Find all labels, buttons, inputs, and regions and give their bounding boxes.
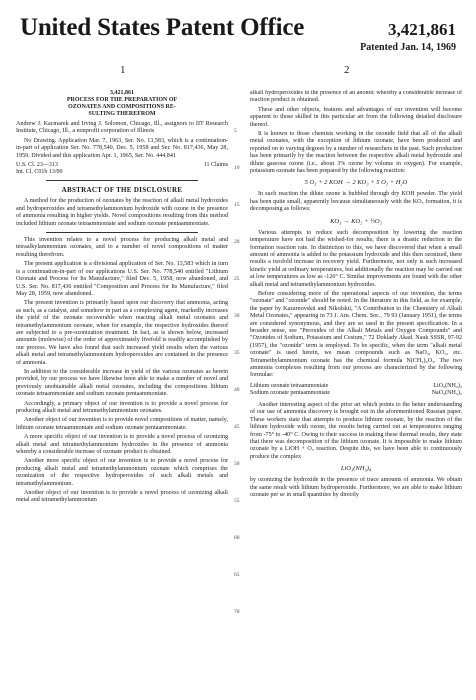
line-number: 40 [234,387,240,393]
body-paragraph: In such reaction the dilute ozone is bubbled through dry KOH powder. The yield has been quite small, apparently because simultaneously with the KO₃ formation, it is decomposing as follows: [250,191,462,213]
body-paragraph: This invention relates to a novel process for producing alkali metal and tetraalkylammonium ozonates, and to a number of novel compositions of matter resulting therefrom. [16,237,228,258]
front-matter [16,90,228,118]
complex-formula: LiO₃(NH₃)₄ [340,465,372,473]
docket-number: 3,421,861 [110,90,134,96]
body-paragraph: Another object of our invention is to provide novel compositions of matter, namely, lithium ozonate tetraammoniate and sodium ozonate pentaammoniate. [16,417,228,431]
line-number: 5 [234,128,237,134]
masthead [10,14,466,76]
line-number: 35 [234,350,240,356]
body-paragraph: Accordingly, a primary object of our invention is to provide a novel process for producing alkali metal and tetramethylammonium ozonates. [16,400,228,414]
body-paragraph: by ozonizing the hydroxide in the presence of trace amounts of ammonia. We obtain the same result with lithium hydroperoxide. Furthermore, we are able to make lithium ozonate per se in small quantities by directly [250,477,462,499]
line-number: 65 [234,572,240,578]
reaction-equation: 5 O₃ + 2 KOH → 2 KO₃ + 5 O₂ + H₂O [304,179,408,187]
body-paragraph: Another more specific object of our invention is to provide a novel process for producing alkali metal and tetramethylammonium ozonate which comprises the ozonization of the respective hydroperoxides of such alkali metals and tetramethylammonium. [16,458,228,487]
body-paragraph: The present application is a divisional application of Ser. No. 13,583 which in turn is a continuation-in-part of our applications U.S. Ser. No. 778,540 entitled "Lithium Ozonate and Process for Its Manufacture," filed Dec. 5, 1958, now abandoned, and U.S. Ser. No. 817,436 entitled "Composition and Process for Its Manufacture," filed May 28, 1959, now abandoned. [16,261,228,297]
patent-number: 3,421,861 [388,20,456,39]
inventors-paragraph: Andrew J. Kacmarek and Irving J. Solomon, Chicago, Ill., assignors to IIT Research Institute, Chicago, Ill., a nonprofit corporation of Illinois [16,121,228,135]
left-column [16,90,228,690]
body-paragraph: Various attempts to reduce such decomposition by lowering the reaction temperature have not had the wished-for results; there is a drastic reduction in the formation reaction rate. In distinction to this, we have discovered that when a small amount of ammonia is added to the potassium hydroxide and this then ozonized, there results a twofold increase in recovery yield. Furthermore, not only is such increased kinetic yield at ordinary temperatures, but additionally the reaction may be carried out at low temperatures as low as -126° C. Similar improvements are found with the other alkali metal and tetramethylammonium hydroxides. [250,229,462,288]
body-paragraph: It is known to those chemists working in the ozonide field that all of the alkali metal ozonates, with the exception of lithium ozonate, have been produced and reported on to varying degrees by a number of researchers in the past. Such production has been primarily by the reaction between the respective alkali metal hydroxide and dilute gaseous ozone (i.e., about 3% ozone by volume in oxygen). For example, potassium ozonate has been prepared by the following reaction: [250,131,462,175]
divider [46,180,198,181]
claims-count: 11 Claims [203,162,228,169]
compound-name: Sodium ozonate pentaammoniate [250,390,330,397]
title-line: PROCESS FOR THE PREPARATION OF [66,97,178,103]
compound-formula: NaO₃(NH₃)₅ [431,390,462,397]
title-line: OZONATES AND COMPOSITIONS RE- [68,104,176,110]
body-paragraph: In addition to the considerable increase in yield of the various ozonates as herein provided, by our process we have likewise been able to make a number of novel and previously unobtainable alkali metal ozonates, including the compositions lithium ozonate tetraammoniate and sodium ozonate pentaammoniate. [16,368,228,398]
patent-date: Patented Jan. 14, 1969 [360,42,456,53]
line-number: 20 [234,239,240,245]
body-paragraph: A more specific object of our invention is to provide a novel process of ozonizing alkali metal and tetramethylammonium hydroxides in the presence of ammonia whereby a considerable increase of ozonate product is obtained. [16,434,228,456]
filing-paragraph: No Drawing. Application Mar. 7, 1963, Ser. No. 13,583, which is a continuation-in-part of application Ser. No. 778,540, Dec. 5, 1958 and Ser. No. 817,436, May 28, 1959. Divided and this application Apr. 1, 1965, Ser. No. 444,841 [16,137,228,159]
column-number-right: 2 [344,64,350,76]
office-title: United States Patent Office [20,14,305,41]
body-paragraph: Another interesting aspect of the prior art which points to the better understanding of our use of ammonia discovery is brought out in the aforementioned Russian paper. These workers state that attempts to produce lithium ozonate, by the reaction of the lithium hydroxide with ozone, the results being carried out at temperatures ranging from -75° to -40° C. Owing to their success in making these thermal results, they state that there was decomposition of the lithium ozonate. It is impossible to make lithium ozonate by a LiOH + O₃ reaction. Despite this, we have been able to continuously produce the complex [250,402,462,460]
body-paragraph: Another object of our invention is to provide a novel process of ozonizing alkali metal and tetramethylammonium [16,490,228,504]
compound-formula: LiO₃(NH₃)₄ [433,382,462,389]
line-number: 15 [234,202,240,208]
line-number: 25 [234,276,240,282]
body-paragraph: Before considering more of the operational aspects of our invention, the terms "ozonate" and "ozonide" should be noted. In the literature in this field, as for example, the paper by Kazarnovskii and Nikolskii, "A Contribution to the Chemistry of Alkali Metal Ozonates," appearing in 73 J. Am. Chem. Soc., 79 93 (January 1951), the terms are considered synonymous, and they are so used in the present specification. In a broader sense, see "Peroxides of the Alkali Metals and Oxygen Compounds" and "Ozonides of Sodium, Potassium and Cesium," 72 Doklady Akad. Nauk SSSR, 97-92 (1957), the "ozonide" term is employed. To be specific, when the term "alkali metal ozonate" is used herein, we mean compounds such as NaO₃, KO₃, etc. Tetramethylammonium ozonate has the chemical formula N(CH₃)₄O₃. The two ammonia complexes resulting from our process are characterized by the following formulae: [250,290,462,379]
compound-row [250,390,462,398]
compound-row [250,383,462,391]
divider [46,232,198,233]
line-number: 45 [234,424,240,430]
compound-formula-table [250,383,462,398]
line-number: 10 [234,165,240,171]
int-classification: Int. Cl. C01b 13/00 [16,169,63,176]
right-column [250,90,462,690]
title-line: SULTING THEREFROM [88,111,156,117]
us-classification: U.S. Cl. 23—313 [16,162,58,169]
line-number: 50 [234,461,240,467]
abstract-paragraph: A method for the production of ozonates by the reaction of alkali metal hydroxides and hydroperoxides and tetramethylammonium hydroxide with ozone in the presence of ammonia resulting in higher yields. Novel compositions resulting from this method included lithium ozonate tetraammoniate and sodium ozonate pentaammoniate. [16,198,228,227]
compound-name: Lithium ozonate tetraammoniate [250,382,329,389]
line-number: 60 [234,535,240,541]
classification-line [16,162,228,169]
int-classification-line [16,169,228,176]
line-number: 30 [234,313,240,319]
abstract-heading: ABSTRACT OF THE DISCLOSURE [61,186,183,195]
column-number-left: 1 [120,64,126,76]
decomposition-equation: KO₃ → KO₂ + ½O₂ [330,217,382,225]
body-paragraph: alkali hydroperoxides in the presence of an anomic whereby a considerable increase of reaction product is obtained. [250,90,462,104]
line-number: 70 [234,609,240,615]
line-number: 55 [234,498,240,504]
body-paragraph: The present invention is primarily based upon our discovery that ammonia, acting as such, as a catalyst, and somehow in part as a complexing agent, markedly increases the yield of the ozonate recoverable when reacting alkali metal ozonates and tetramethylammonium ozonate, when for example, the respective hydroxides thereof are subjected to a pre-ozonization treatment. In fact, as is shown below, increased amounts (molewise) of the order of approximately fivefold is readily accomplished by our process. We have also found that such increased yield results when the various alkali metal and tetramethylammonium hydroperoxides are contained in the presence of ammonia. [16,300,228,366]
body-paragraph: These and other objects, features and advantages of our invention will become apparent to those skilled in this particular art from the following detailed disclosure thereof. [250,106,462,128]
